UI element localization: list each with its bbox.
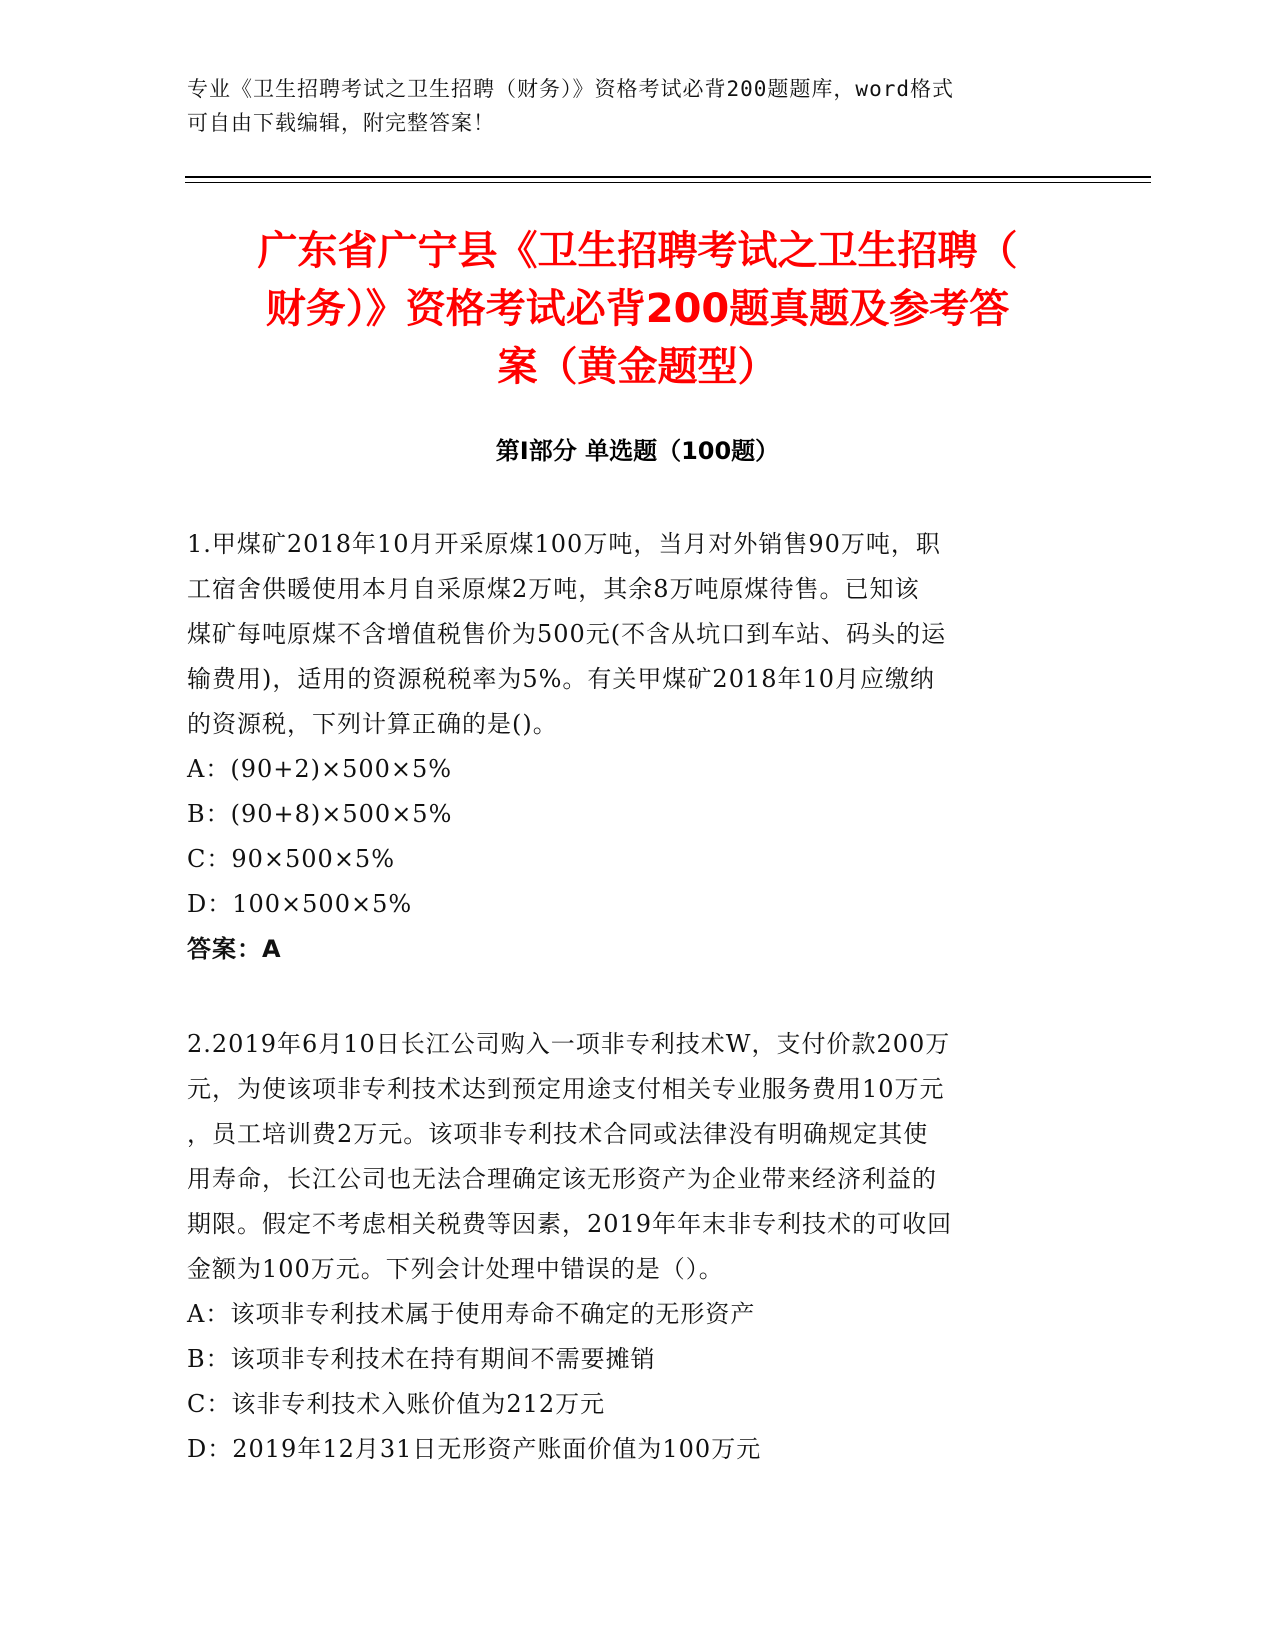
header-divider-thick bbox=[185, 176, 1151, 178]
option-b: B：(90+8)×500×5% bbox=[187, 800, 453, 828]
question-stem-line: 金额为100万元。下列会计处理中错误的是（）。 bbox=[187, 1255, 724, 1283]
title-line: 广东省广宁县《卫生招聘考试之卫生招聘（ bbox=[257, 228, 1018, 274]
header-note-line: 可自由下载编辑，附完整答案！ bbox=[187, 111, 495, 135]
question-stem-line: 的资源税，下列计算正确的是()。 bbox=[187, 710, 558, 738]
question-stem-line: 煤矿每吨原煤不含增值税售价为500元(不含从坑口到车站、码头的运 bbox=[187, 620, 947, 648]
option-a: A：(90+2)×500×5% bbox=[187, 755, 453, 783]
question-stem-line: ，员工培训费2万元。该项非专利技术合同或法律没有明确规定其使 bbox=[187, 1120, 929, 1148]
question-stem-line: 输费用)，适用的资源税税率为5%。有关甲煤矿2018年10月应缴纳 bbox=[187, 665, 936, 693]
header-divider-thin bbox=[185, 182, 1151, 183]
option-a: A：该项非专利技术属于使用寿命不确定的无形资产 bbox=[187, 1300, 756, 1328]
answer-label: 答案：A bbox=[187, 935, 282, 963]
option-d: D：2019年12月31日无形资产账面价值为100万元 bbox=[187, 1435, 762, 1463]
option-d: D：100×500×5% bbox=[187, 890, 413, 918]
header-note-line: 专业《卫生招聘考试之卫生招聘（财务）》资格考试必背200题题库，word格式 bbox=[187, 77, 954, 101]
title-line: 案（黄金题型） bbox=[497, 344, 778, 390]
title-line: 财务）》资格考试必背200题真题及参考答 bbox=[265, 286, 1010, 332]
question-2 bbox=[187, 1022, 1072, 1472]
option-c: C：90×500×5% bbox=[187, 845, 396, 873]
question-stem-line: 用寿命，长江公司也无法合理确定该无形资产为企业带来经济利益的 bbox=[187, 1165, 937, 1193]
question-stem-line: 期限。假定不考虑相关税费等因素，2019年年末非专利技术的可收回 bbox=[187, 1210, 953, 1238]
document-title bbox=[150, 222, 1125, 396]
question-1 bbox=[187, 522, 1072, 972]
question-stem-line: 2.2019年6月10日长江公司购入一项非专利技术W，支付价款200万 bbox=[187, 1030, 951, 1058]
question-stem-line: 1.甲煤矿2018年10月开采原煤100万吨，当月对外销售90万吨，职 bbox=[187, 530, 941, 558]
header-note bbox=[187, 72, 1067, 140]
question-stem-line: 元，为使该项非专利技术达到预定用途支付相关专业服务费用10万元 bbox=[187, 1075, 945, 1103]
option-b: B：该项非专利技术在持有期间不需要摊销 bbox=[187, 1345, 656, 1373]
option-c: C：该非专利技术入账价值为212万元 bbox=[187, 1390, 606, 1418]
section-title: 第Ⅰ部分 单选题（100题） bbox=[495, 437, 780, 465]
question-stem-line: 工宿舍供暖使用本月自采原煤2万吨，其余8万吨原煤待售。已知该 bbox=[187, 575, 920, 603]
